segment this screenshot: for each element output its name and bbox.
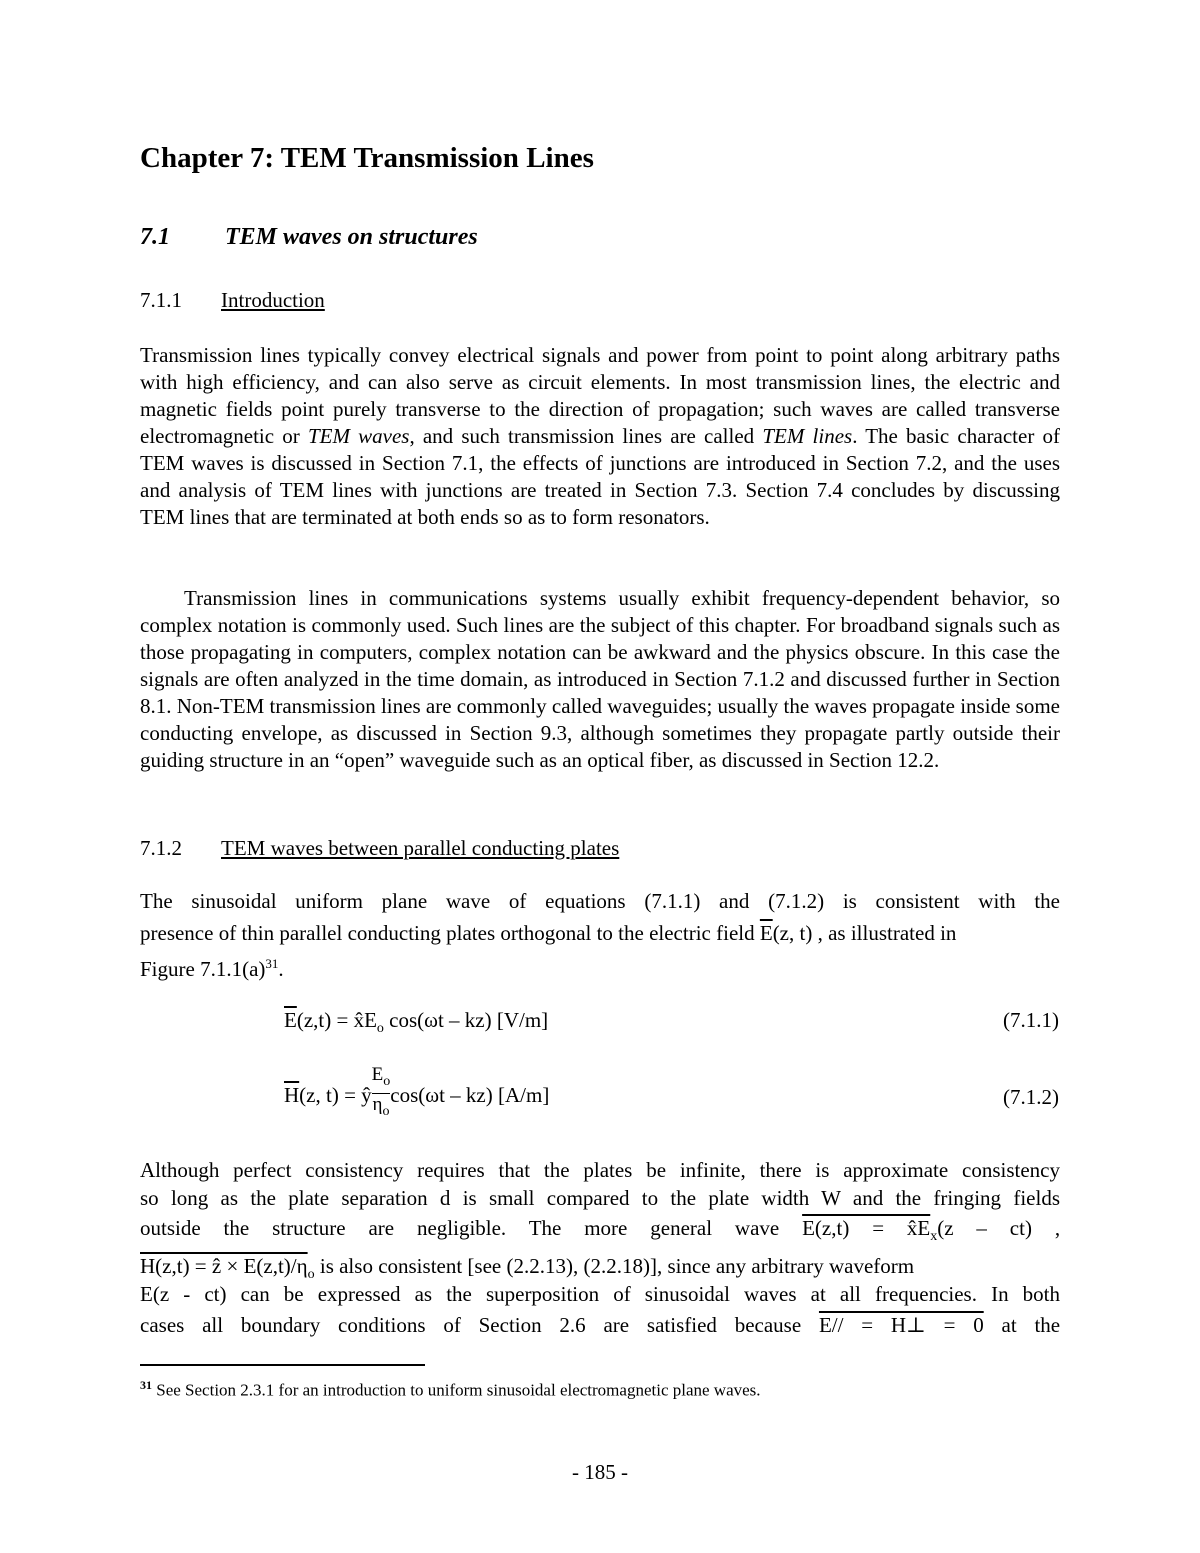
equation-7-1-1: [284, 1008, 548, 1037]
subscript: o: [376, 1021, 384, 1037]
section-number: 7.1: [140, 224, 170, 250]
word: outside: [140, 1216, 201, 1240]
word: general: [650, 1216, 713, 1240]
footnote-rule: [140, 1364, 425, 1366]
subsection-title: Introduction: [221, 288, 325, 312]
subsection-heading-plates: [140, 836, 619, 861]
numerator: [372, 1064, 391, 1093]
word: boundary: [240, 1313, 321, 1337]
subscript: o: [383, 1073, 391, 1089]
para-emphasis: TEM lines: [762, 424, 853, 448]
word: structure: [272, 1216, 346, 1240]
eq-text: (z,t) = x̂E: [296, 1008, 377, 1032]
word: wave: [734, 1216, 780, 1240]
text: is also consistent [see (2.2.13), (2.2.18)], since any arbitrary waveform: [314, 1254, 915, 1278]
subsection-number: 7.1.2: [140, 836, 182, 860]
para-text: . The basic character of TEM waves is discussed in Section 7.1, the effects of junctions are introduced in Section 7.2, and the uses and analysis of TEM lines with junctions are treated in Section 7.3. Section 7.4 concludes by discussing TEM lines that are terminated at both ends so as to form resonators.: [140, 424, 1060, 529]
subsection-heading-intro: [140, 288, 325, 313]
equation-number: (7.1.2): [1003, 1085, 1059, 1109]
word: at: [1001, 1313, 1017, 1337]
page-number: - 185 -: [572, 1460, 628, 1484]
eq-text: E(z,t) = x̂E: [802, 1216, 931, 1240]
text: (z, t): [772, 921, 813, 945]
field-vector: $\overline{E}$: [759, 921, 773, 945]
word: cases: [140, 1313, 185, 1337]
eq-text: cos(ωt – kz) [V/m]: [383, 1008, 549, 1032]
denominator: [372, 1093, 391, 1123]
text: presence of thin parallel conducting plates orthogonal to the electric field: [140, 921, 760, 945]
field-vector: $\overline{E}$: [284, 1008, 297, 1032]
fraction: [372, 1064, 391, 1123]
para4-line2: so long as the plate separation d is small compared to the plate width W and the fringing fields: [140, 1186, 1060, 1210]
text: η: [372, 1093, 383, 1115]
para4-line6: [140, 1313, 1060, 1338]
para4-line1: Although perfect consistency requires that the plates be infinite, there is approximate consistency: [140, 1158, 1060, 1182]
word: the: [223, 1216, 250, 1240]
word: because: [734, 1313, 802, 1337]
body-paragraph-2: Transmission lines in communications systems usually exhibit frequency-dependent behavior, so complex notation is commonly used. Such lines are the subject of this chapter. For broadband signals such as those propagating in computers, complex notation can be awkward and the physics obscure. In this case the signals are often analyzed in the time domain, as introduced in Section 7.1.2 and discussed further in Section 8.1. Non-TEM transmission lines are commonly called waveguides; usually the waves propagate inside some conducting envelope, as discussed in Section 9.3, although sometimes they propagate partly outside their guiding structure in an “open” waveguide such as an optical fiber, as discussed in Section 12.2.: [140, 586, 1060, 772]
inline-equation: E// = H⊥ = 0: [818, 1313, 984, 1337]
text: E: [371, 1064, 384, 1085]
footnote-mark: 31: [140, 1378, 152, 1392]
word: all: [202, 1313, 224, 1337]
para-text: Transmission lines typically convey electrical signals and power from point to point along arbitrary paths with high efficiency, and can also serve as circuit elements. In most transmission lines, the electric and magnetic fields point purely transverse to the direction of propagation; such waves are called transverse electromagnetic or: [140, 343, 1060, 448]
footnote: [140, 1378, 761, 1401]
word: 2.6: [559, 1313, 586, 1337]
text: .: [278, 957, 284, 981]
para3-line1: The sinusoidal uniform plane wave of equations (7.1.1) and (7.1.2) is consistent with the: [140, 889, 1060, 913]
equation-number: (7.1.1): [1003, 1008, 1059, 1032]
text: , as illustrated in: [812, 921, 957, 945]
word: Section: [478, 1313, 542, 1337]
section-title: TEM waves on structures: [225, 224, 478, 250]
footnote-ref: 31: [265, 956, 279, 971]
word: satisfied: [646, 1313, 717, 1337]
word: more: [584, 1216, 628, 1240]
subscript: o: [382, 1103, 390, 1119]
text: Figure 7.1.1(a): [140, 957, 266, 981]
para3-line2: [140, 917, 1060, 949]
word: conditions: [338, 1313, 426, 1337]
word: of: [443, 1313, 461, 1337]
subscript: x: [930, 1229, 938, 1245]
inline-equation: H(z,t) = ẑ × E(z,t)/η: [140, 1254, 308, 1278]
field-vector: $\overline{H}$: [284, 1083, 300, 1108]
eq-text: (z, t) = ŷ: [299, 1083, 372, 1108]
intro-paragraph: [140, 342, 1060, 531]
subsection-title: TEM waves between parallel conducting plates: [221, 836, 620, 860]
chapter-title: Chapter 7: TEM Transmission Lines: [140, 142, 594, 174]
word: the: [1034, 1313, 1061, 1337]
subscript: o: [307, 1267, 315, 1283]
word: negligible.: [416, 1216, 507, 1240]
word: are: [368, 1216, 395, 1240]
equation-7-1-2: [284, 1064, 550, 1127]
eq-text: cos(ωt – kz) [A/m]: [390, 1083, 550, 1108]
eq-text: (z – ct) ,: [937, 1216, 1061, 1240]
inline-equation: [802, 1216, 1061, 1245]
word: are: [603, 1313, 630, 1337]
footnote-text: See Section 2.3.1 for an introduction to uniform sinusoidal electromagnetic plane waves.: [152, 1380, 761, 1400]
section-heading: [140, 224, 478, 251]
para-emphasis: TEM waves: [307, 424, 410, 448]
word: The: [528, 1216, 562, 1240]
subsection-number: 7.1.1: [140, 288, 182, 312]
para4-line3: [140, 1216, 1060, 1245]
para4-line5: E(z - ct) can be expressed as the superposition of sinusoidal waves at all frequencies. In both: [140, 1282, 1060, 1306]
para3-line3: [140, 948, 1060, 985]
para-text: , and such transmission lines are called: [409, 424, 763, 448]
